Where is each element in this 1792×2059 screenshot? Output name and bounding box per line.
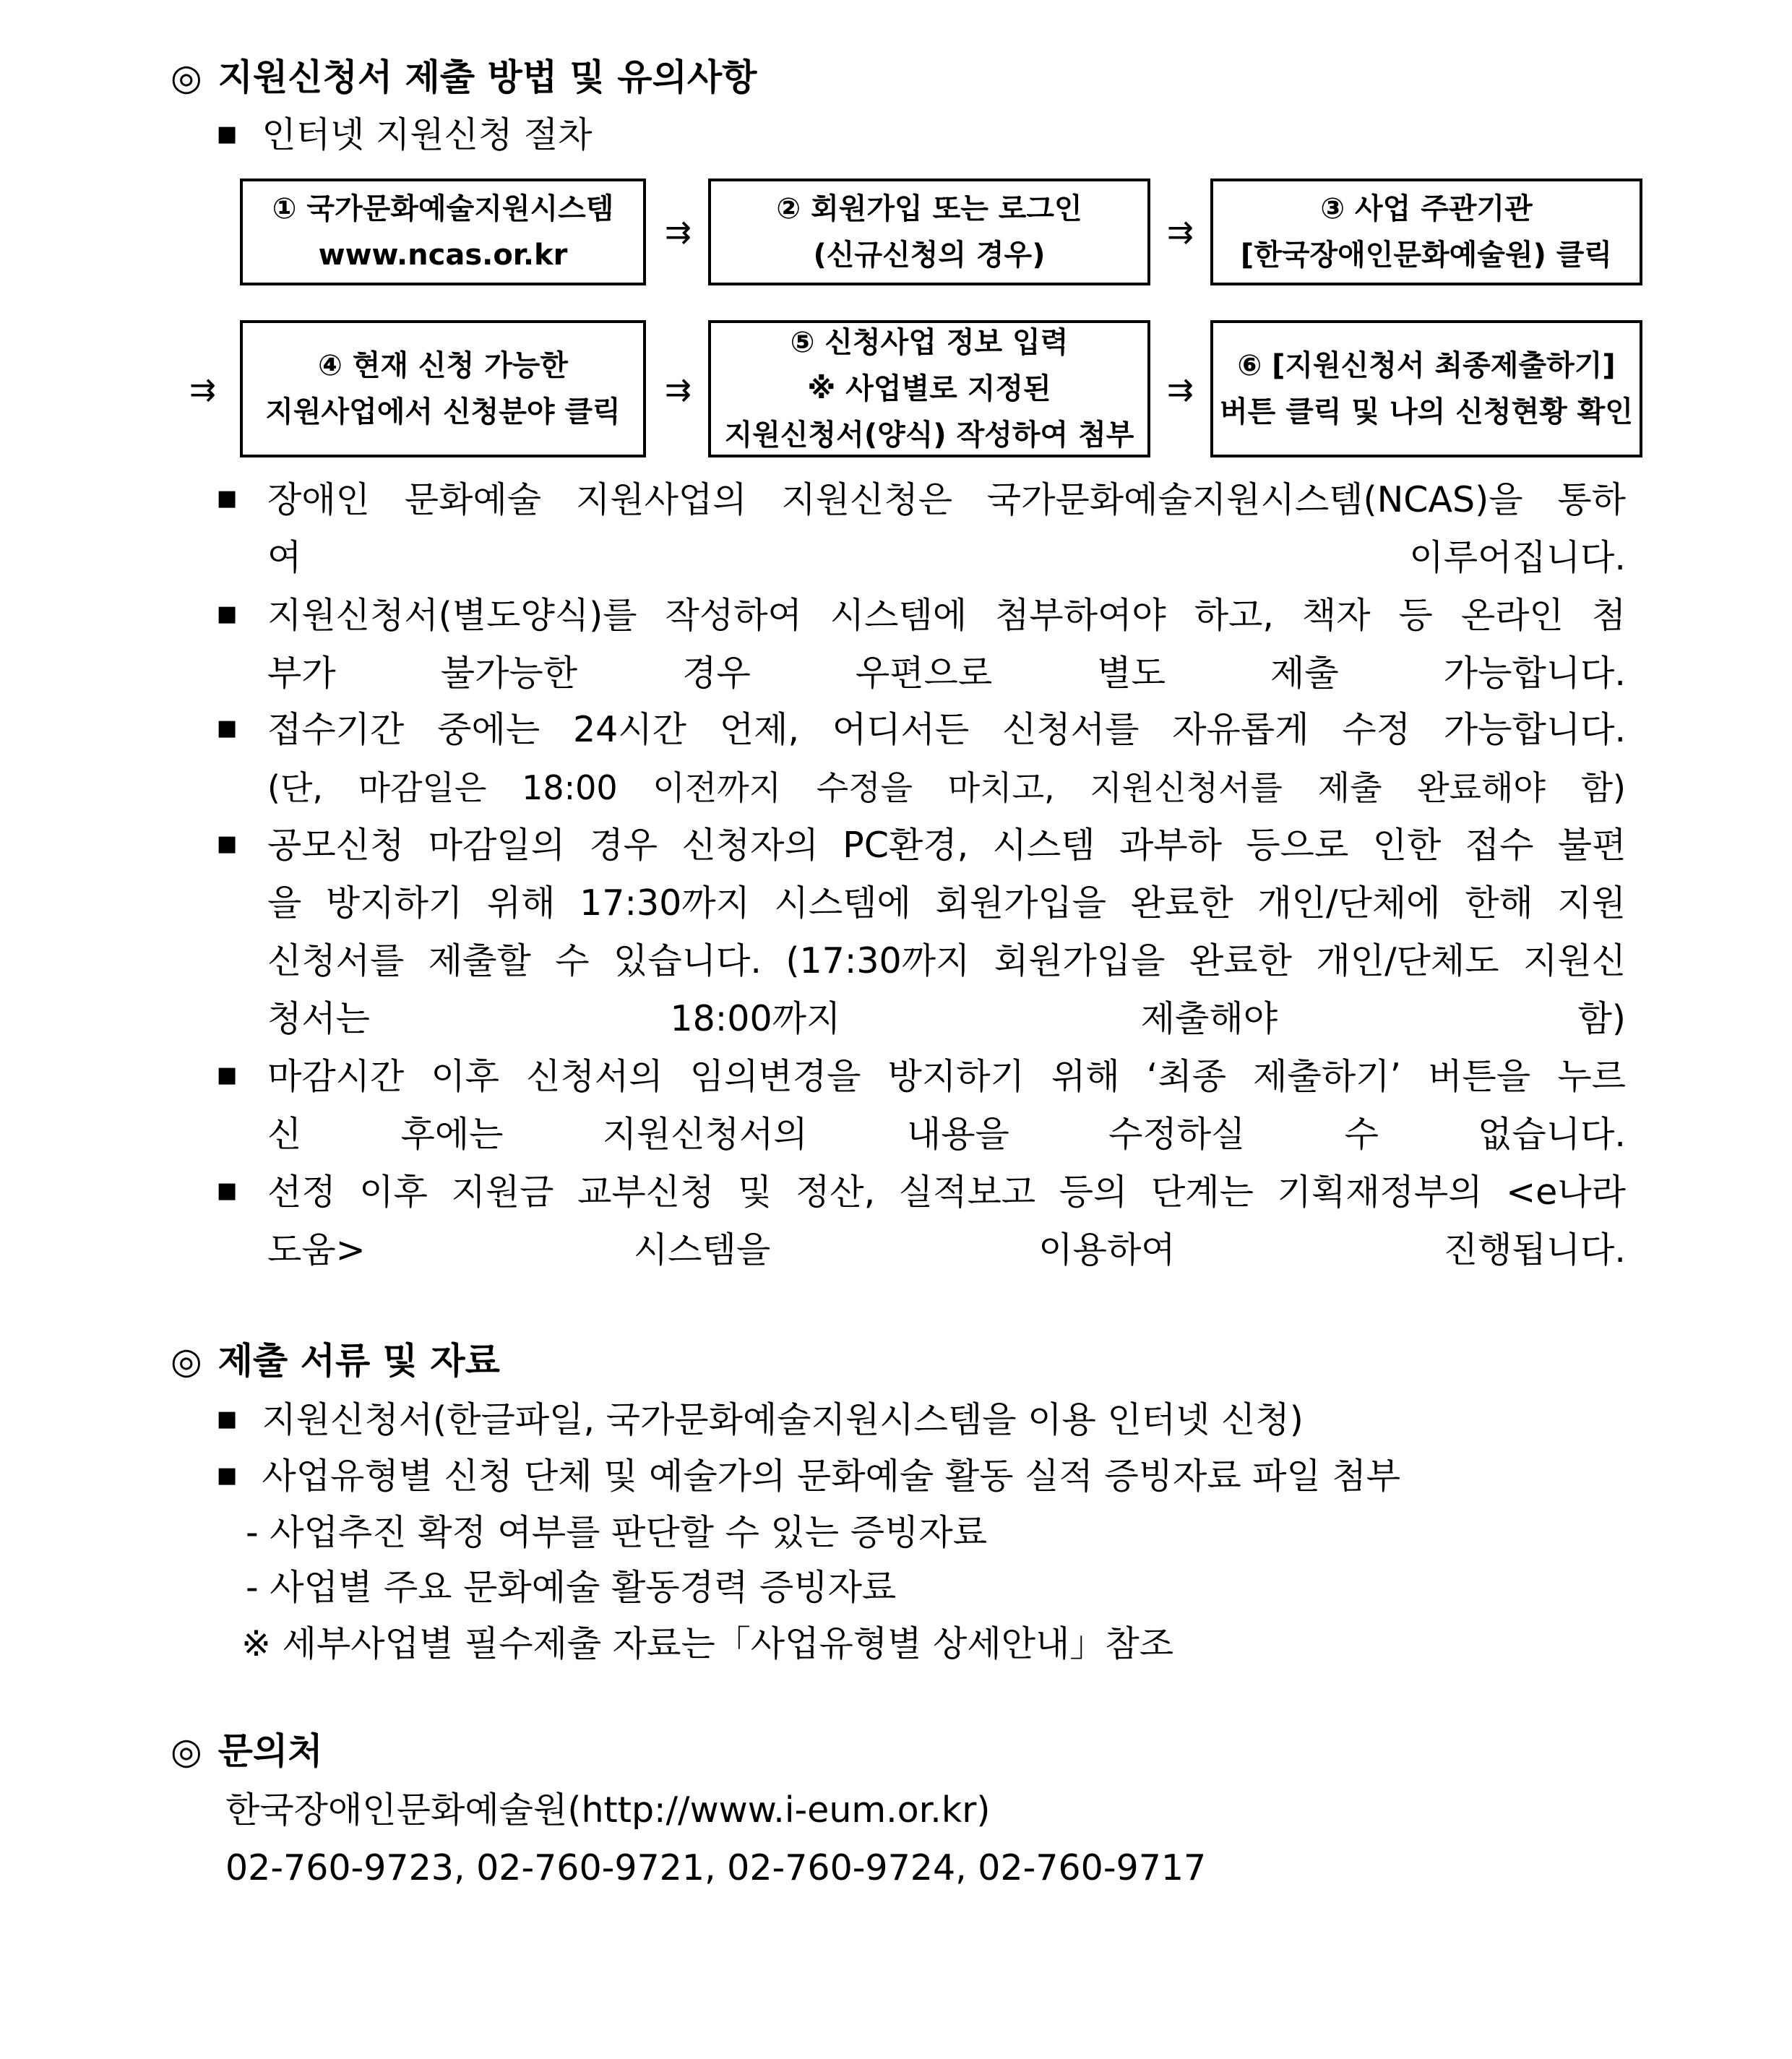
section-mark: ◎ (171, 1730, 202, 1772)
step-line: 지원사업에서 신청분야 클릭 (265, 395, 621, 429)
flow-arrow: ⇉ (1167, 214, 1194, 251)
section-mark: ◎ (171, 1340, 202, 1382)
flow-step-6 (1210, 320, 1642, 457)
notice-line: 청서는 18:00까지 제출해야 함) (267, 998, 1626, 1039)
flow-arrow: ⇉ (665, 371, 692, 408)
notice-line: 접수기간 중에는 24시간 언제, 어디서든 신청서를 자유롭게 수정 가능합니다. (267, 709, 1627, 750)
step-line: ⑤ 신청사업 정보 입력 (790, 326, 1069, 359)
notice-line: 신 후에는 지원신청서의 내용을 수정하실 수 없습니다. (267, 1114, 1626, 1155)
notice-line: 장애인 문화예술 지원사업의 지원신청은 국가문화예술지원시스템(NCAS)을 통하 (267, 479, 1626, 520)
section-mark: ◎ (171, 56, 202, 98)
notice-item-5 (217, 1048, 1626, 1164)
step-line: www.ncas.or.kr (318, 238, 568, 272)
flow-step-1 (240, 179, 646, 285)
contact-organization: 한국장애인문화예술원(http://www.i-eum.or.kr) (225, 1789, 991, 1831)
document-sub-item-1: - 사업추진 확정 여부를 판단할 수 있는 증빙자료 (246, 1512, 988, 1553)
bullet-square: ■ (217, 1463, 238, 1488)
flow-heading (217, 114, 593, 155)
document-sub-item-2: - 사업별 주요 문화예술 활동경력 증빙자료 (246, 1567, 897, 1608)
step-line: ④ 현재 신청 가능한 (317, 349, 569, 382)
notice-line: (단, 마감일은 18:00 이전까지 수정을 마치고, 지원신청서를 제출 완료해야 함) (267, 768, 1626, 807)
section-title: 제출 서류 및 자료 (217, 1340, 500, 1382)
contact-phones: 02-760-9723, 02-760-9721, 02-760-9724, 02-760-9717 (225, 1847, 1207, 1888)
step-line: ※ 사업별로 지정된 (807, 372, 1051, 405)
notice-line: 신청서를 제출할 수 있습니다. (17:30까지 회원가입을 완료한 개인/단체도 지원신 (267, 940, 1627, 981)
notice-line: 도움> 시스템을 이용하여 진행됩니다. (267, 1229, 1626, 1271)
bullet-square: ■ (217, 1178, 238, 1203)
flow-arrow: ⇉ (189, 371, 216, 408)
section-title: 지원신청서 제출 방법 및 유의사항 (217, 56, 757, 98)
notice-item-4 (217, 817, 1626, 1048)
flow-heading-text: 인터넷 지원신청 절차 (262, 114, 593, 155)
step-line: 지원신청서(양식) 작성하여 첨부 (724, 418, 1134, 452)
bullet-square: ■ (217, 715, 238, 741)
section-heading-procedure (171, 56, 757, 98)
flow-step-3 (1210, 179, 1642, 285)
step-line: ① 국가문화예술지원시스템 (272, 192, 614, 225)
bullet-square: ■ (217, 486, 238, 511)
bullet-square: ■ (217, 121, 238, 147)
step-line: ③ 사업 주관기관 (1320, 192, 1533, 225)
document-item-1 (217, 1399, 1304, 1440)
step-line: (신규신청의 경우) (813, 238, 1046, 272)
section-heading-contact (171, 1730, 323, 1772)
document-item-text: 지원신청서(한글파일, 국가문화예술지원시스템을 이용 인터넷 신청) (262, 1399, 1304, 1440)
step-line: [한국장애인문화예술원) 클릭 (1240, 238, 1613, 272)
notice-line: 지원신청서(별도양식)를 작성하여 시스템에 첨부하여야 하고, 책자 등 온라인 첨 (267, 595, 1627, 636)
notice-item-6 (217, 1164, 1626, 1279)
section-heading-documents (171, 1340, 500, 1382)
flow-arrow: ⇉ (1167, 371, 1194, 408)
step-line: 버튼 클릭 및 나의 신청현황 확인 (1220, 395, 1633, 429)
notice-item-1 (217, 471, 1626, 587)
bullet-square: ■ (217, 1062, 238, 1088)
notice-line: 을 방지하기 위해 17:30까지 시스템에 회원가입을 완료한 개인/단체에 한해 지원 (267, 882, 1626, 924)
bullet-square: ■ (217, 1406, 238, 1432)
notice-item-3 (217, 701, 1626, 817)
notice-line: 선정 이후 지원금 교부신청 및 정산, 실적보고 등의 단계는 기획재정부의 <e나라 (267, 1172, 1626, 1213)
notice-line: 공모신청 마감일의 경우 신청자의 PC환경, 시스템 과부하 등으로 인한 접수 불편 (267, 825, 1627, 866)
document-reference-note: ※ 세부사업별 필수제출 자료는「사업유형별 상세안내」참조 (241, 1623, 1174, 1664)
document-item-text: 사업유형별 신청 단체 및 예술가의 문화예술 활동 실적 증빙자료 파일 첨부 (262, 1456, 1401, 1497)
section-title: 문의처 (217, 1730, 323, 1772)
flow-step-5 (708, 320, 1150, 457)
notice-item-2 (217, 587, 1626, 702)
flow-step-4 (240, 320, 646, 457)
notice-line: 여 이루어집니다. (267, 537, 1626, 578)
bullet-square: ■ (217, 831, 238, 856)
notice-line: 마감시간 이후 신청서의 임의변경을 방지하기 위해 ‘최종 제출하기’ 버튼을 누르 (267, 1056, 1627, 1097)
flow-arrow: ⇉ (665, 214, 692, 251)
bullet-square: ■ (217, 601, 238, 627)
step-line: ⑥ [지원신청서 최종제출하기] (1237, 349, 1616, 382)
flow-step-2 (708, 179, 1150, 285)
document-item-2 (217, 1456, 1401, 1497)
step-line: ② 회원가입 또는 로그인 (776, 192, 1082, 225)
notice-line: 부가 불가능한 경우 우편으로 별도 제출 가능합니다. (267, 653, 1626, 694)
